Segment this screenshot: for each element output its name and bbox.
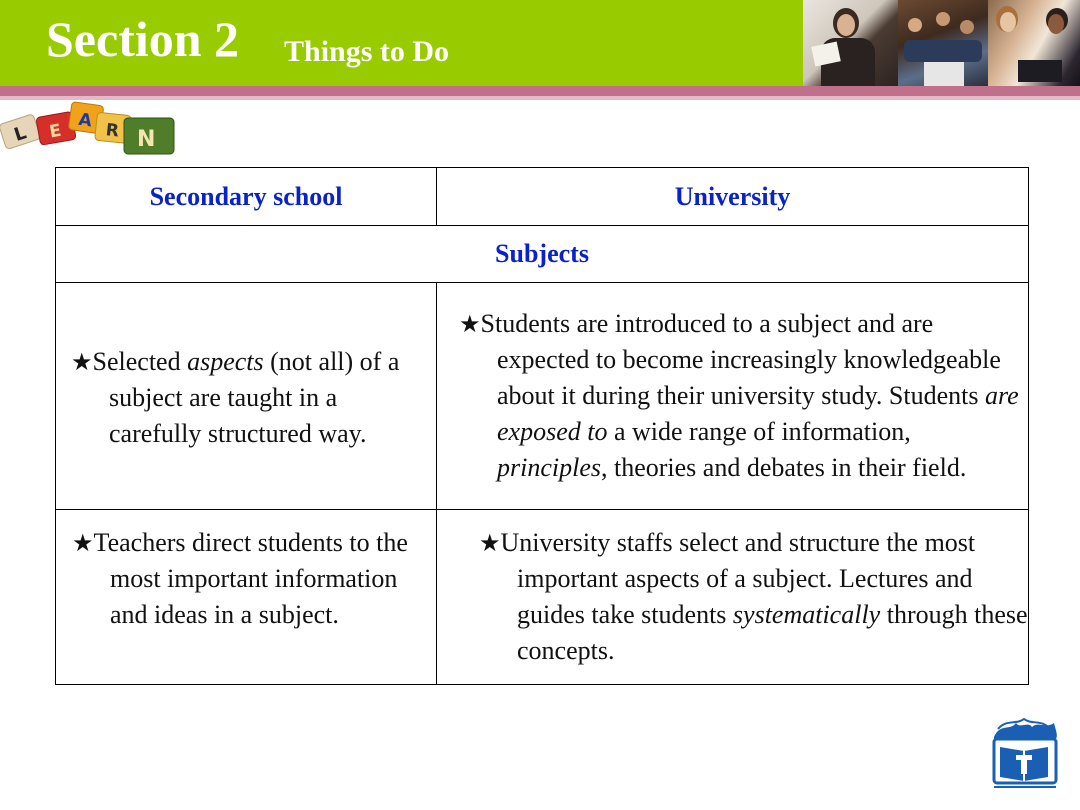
logo-letter-r: R bbox=[104, 120, 120, 142]
star-bullet-icon: ★ bbox=[72, 529, 94, 557]
header-university: University bbox=[437, 168, 1029, 226]
header-secondary-school: Secondary school bbox=[56, 168, 437, 226]
cell-secondary-aspects: ★Selected aspects (not all) of a subject are taught in a carefully structured way. bbox=[56, 283, 437, 510]
section-title: Section 2 bbox=[46, 11, 240, 67]
learn-puzzle-logo bbox=[0, 100, 180, 162]
logo-letter-e: E bbox=[47, 120, 63, 143]
table-section-row bbox=[56, 226, 1029, 283]
comparison-table bbox=[55, 167, 1028, 685]
table-row bbox=[56, 510, 1029, 685]
puzzle-piece-l bbox=[0, 114, 41, 150]
photo-woman-on-phone bbox=[803, 0, 898, 86]
logo-letter-a: A bbox=[77, 109, 94, 132]
table-header-row bbox=[56, 168, 1029, 226]
logo-letter-l: L bbox=[11, 122, 30, 146]
puzzle-piece-n bbox=[124, 118, 174, 154]
logo-letter-n: N bbox=[137, 127, 156, 152]
table-row bbox=[56, 283, 1029, 510]
cell-university-staffs: ★University staffs select and structure the most important aspects of a subject. Lectures and guides take students systematically through these concepts. bbox=[437, 510, 1029, 685]
cell-secondary-teachers: ★Teachers direct students to the most important information and ideas in a subject. bbox=[56, 510, 437, 685]
section-label-subjects: Subjects bbox=[56, 226, 1029, 283]
photo-students-laptop bbox=[988, 0, 1080, 86]
star-bullet-icon: ★ bbox=[479, 529, 501, 557]
header-photo-strip bbox=[803, 0, 1080, 86]
section-subtitle: Things to Do bbox=[284, 35, 450, 68]
photo-meeting bbox=[898, 0, 988, 86]
star-bullet-icon: ★ bbox=[71, 348, 93, 376]
university-crest-icon bbox=[986, 715, 1062, 791]
star-bullet-icon: ★ bbox=[459, 310, 481, 338]
header-rule bbox=[0, 86, 1080, 96]
cell-university-introduced: ★Students are introduced to a subject and are expected to become increasingly knowledgeable about it during their university study. Students are exposed to a wide range of information, principles, theories and debates in their field. bbox=[437, 283, 1029, 510]
